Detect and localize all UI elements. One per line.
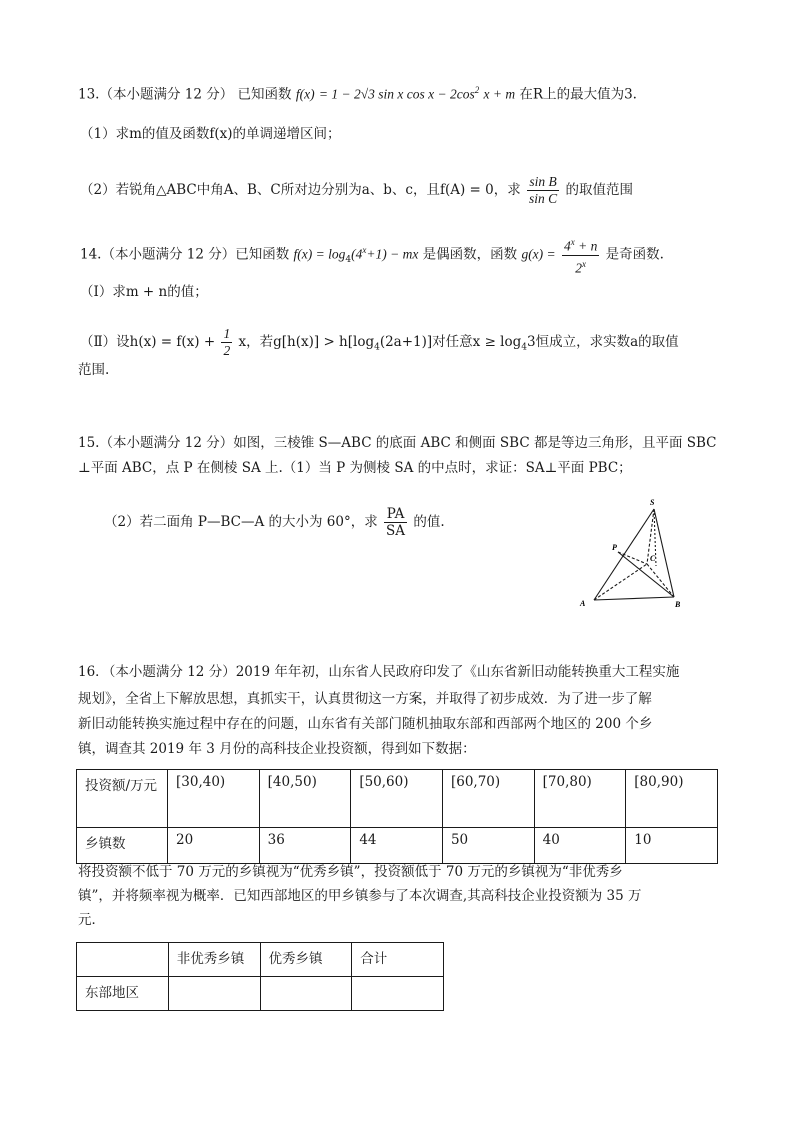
contingency-header: 优秀乡镇 [260,943,352,977]
q16-line4: 镇，调查其 2019 年 3 月份的高科技企业投资额，得到如下数据： [78,741,476,757]
contingency-cell [260,977,352,1011]
interval-cell: [70,80) [534,770,626,828]
count-cell: 44 [351,828,443,864]
label-B: B [675,600,681,609]
count-cell: 36 [259,828,351,864]
label-S: S [650,498,655,507]
q14-part2-continued: 范围. [78,362,110,378]
fraction-g: $\frac{4^x + n}{2^x}$ [562,234,599,276]
q16-line3: 新旧动能转换实施过程中存在的问题，山东省有关部门随机抽取东部和西部两个地区的 200 个乡 [78,716,653,732]
label-C: C [650,554,656,563]
q15-line1: 15.（本小题满分 12 分）如图，三棱锥 S—ABC 的底面 ABC 和侧面 SBC 都是等边三角形，且平面 SBC [78,435,717,451]
contingency-table [76,942,444,1011]
label-P: P [612,543,617,552]
count-cell: 10 [626,828,718,864]
q13-part2: （2）若锐角△ABC中角A、B、C所对边分别为a、b、c，且f(A) = 0，求 $\frac{\text{sin B}}{\text{sin C}}$ 的取值范围 [80,174,633,206]
count-cell: 50 [442,828,534,864]
count-cell: 20 [168,828,260,864]
investment-table [76,769,718,864]
interval-cell: [60,70) [442,770,534,828]
interval-cell: [40,50) [259,770,351,828]
q16-line5: 将投资额不低于 70 万元的乡镇视为“优秀乡镇”，投资额低于 70 万元的乡镇视为“非优秀乡 [78,864,623,880]
pyramid-figure [570,492,720,610]
q16-line7: 元． [78,912,105,928]
count-cell: 40 [534,828,626,864]
q15-line2: ⊥平面 ABC，点 P 在侧棱 SA 上.（1）当 P 为侧棱 SA 的中点时，求证：SA⊥平面 PBC； [78,460,632,476]
q16-line1: 16．（本小题满分 12 分）2019 年年初，山东省人民政府印发了《山东省新旧动能转换重大工程实施 [78,664,680,680]
edge-AB [594,597,674,600]
q16-line2: 规划》，全省上下解放思想，真抓实干，认真贯彻这一方案，并取得了初步成效．为了进一步了解 [78,691,652,707]
table-header-investment: 投资额/万元 [77,770,168,828]
q14-part1: （Ⅰ）求m + n的值； [80,284,208,300]
contingency-header: 非优秀乡镇 [168,943,260,977]
fraction-PA-SA: $\frac{PA}{SA}$ [386,506,406,539]
table-header-towns: 乡镇数 [77,828,168,864]
interval-cell: [50,60) [351,770,443,828]
q13-part1: （1）求m的值及函数f(x)的单调递增区间； [80,126,341,142]
contingency-header: 合计 [352,943,444,977]
contingency-row-label: 东部地区 [77,977,169,1011]
q16-line6: 镇”，并将频率视为概率．已知西部地区的甲乡镇参与了本次调查,其高科技企业投资额为 35 万 [78,888,642,904]
q15-part2: （2）若二面角 P—BC—A 的大小为 60°，求 $\frac{PA}{SA}$ 的值. [104,506,445,539]
interval-cell: [30,40) [168,770,260,828]
q14-part2: （Ⅱ）设h(x) = f(x) + $\frac{1}{2}$ x，若$g[h(x)] > h[\log_4(2a+1)]$对任意$x \ge \log_43$恒成立，求实数a的取值 [80,326,679,358]
q14-statement: 14.（本小题满分 12 分）已知函数 $f(x) = \log_4(4^x+1)$ − mx 是偶函数，函数 g(x) = $\frac{4^x + n}{2^x}$ 是奇函数. [80,234,664,276]
contingency-cell [168,977,260,1011]
fraction-sinB-sinC: $\frac{\text{sin B}}{\text{sin C}}$ [529,174,558,206]
q13-statement: 13.（本小题满分 12 分） 已知函数 f(x) = 1 − 2√3 sin x $\cos x - 2\cos^2$ x + m 在R上的最大值为3. [78,85,637,103]
contingency-corner [77,943,169,977]
contingency-cell [352,977,444,1011]
interval-cell: [80,90) [626,770,718,828]
fraction-half: $\frac{1}{2}$ [223,326,231,358]
label-A: A [580,599,586,608]
